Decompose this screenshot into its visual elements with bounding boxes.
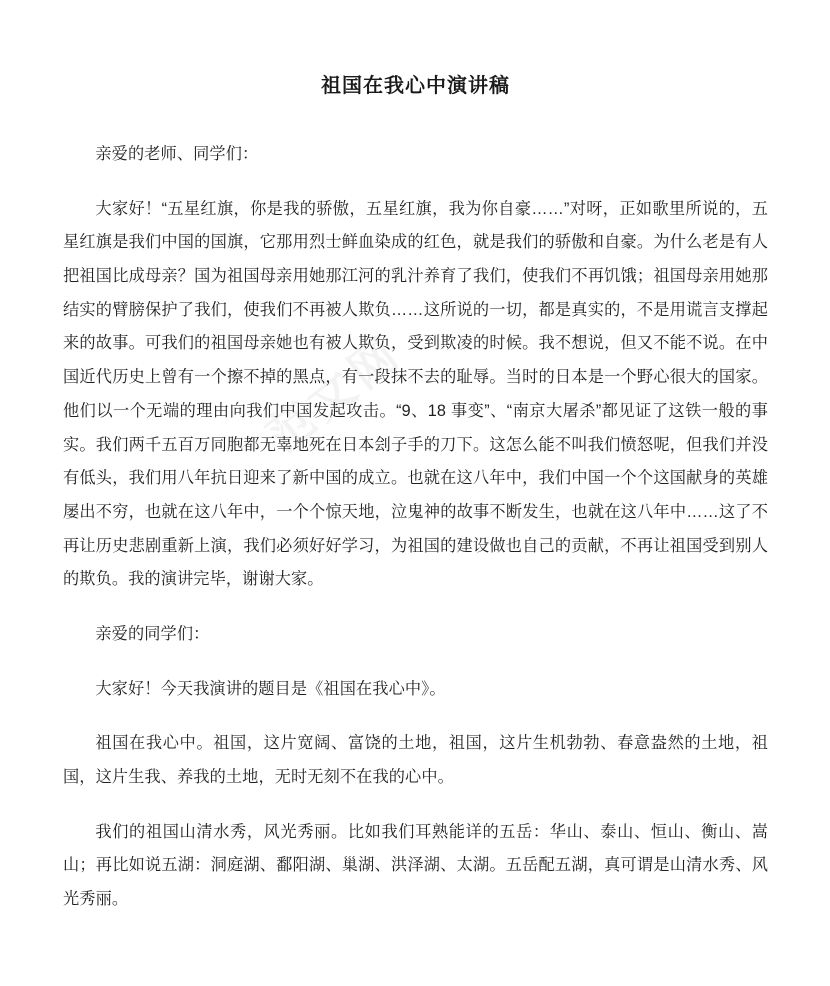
watermark-text: 范文网 (256, 325, 412, 463)
paragraph-speech-1-body: 大家好！“五星红旗，你是我的骄傲，五星红旗，我为你自豪……”对呀，正如歌里所说的，五星红旗是我们中国的国旗，它那用烈士鲜血染成的红色，就是我们的骄傲和自豪。为什么老是有人把祖国比成母亲？国为祖国母亲用她那江河的乳汁养育了我们，使我们不再饥饿；祖国母亲用她那结实的臂膀保护了我们，使我们不再被人欺负……这所说的一切，都是真实的，不是用谎言支撑起来的故事。可我们的祖国母亲她也有被人欺负，受到欺凌的时候。我不想说，但又不能不说。在中国近代历史上曾有一个擦不掉的黑点，有一段抹不去的耻辱。当时的日本是一个野心很大的国家。他们以一个无端的理由向我们中国发起攻击。“9、18 事变”、“南京大屠杀”都见证了这铁一般的事实。我们两千五百万同胞都无辜地死在日本刽子手的刀下。这怎么能不叫我们愤怒呢，但我们并没有低头，我们用八年抗日迎来了新中国的成立。也就在这八年中，我们中国一个个这国献身的英雄屡出不穷，也就在这八年中，一个个惊天地，泣鬼神的故事不断发生，也就在这八年中……这了不再让历史悲剧重新上演，我们必须好好学习，为祖国的建设做也自己的贡献，不再让祖国受到别人的欺负。我的演讲完毕，谢谢大家。 (63, 199, 768, 589)
spacer-4 (63, 706, 768, 727)
spacer-5 (63, 795, 768, 816)
paragraph-salutation-2: 亲爱的同学们： (95, 624, 210, 643)
paragraph-speech-2-p1: 祖国在我心中。祖国，这片宽阔、富饶的土地，祖国，这片生机勃勃、春意盎然的土地，祖国，这片生我、养我的土地，无时无刻不在我的心中。 (63, 734, 768, 786)
spacer-after-title (63, 100, 768, 138)
spacer-2 (63, 597, 768, 618)
paragraph-salutation-1: 亲爱的老师、同学们： (95, 145, 259, 163)
paragraph-speech-2-intro: 大家好！今天我演讲的题目是《祖国在我心中》。 (95, 679, 446, 698)
paragraph-speech-2-p2: 我们的祖国山清水秀，风光秀丽。比如我们耳熟能详的五岳：华山、泰山、恒山、衡山、嵩山；再比如说五湖：洞庭湖、鄱阳湖、巢湖、洪泽湖、太湖。五岳配五湖，真可谓是山清水秀、风光秀丽。 (63, 822, 768, 909)
spacer-1 (63, 172, 768, 193)
page-title: 祖国在我心中演讲稿 (321, 75, 510, 97)
spacer-3 (63, 652, 768, 673)
